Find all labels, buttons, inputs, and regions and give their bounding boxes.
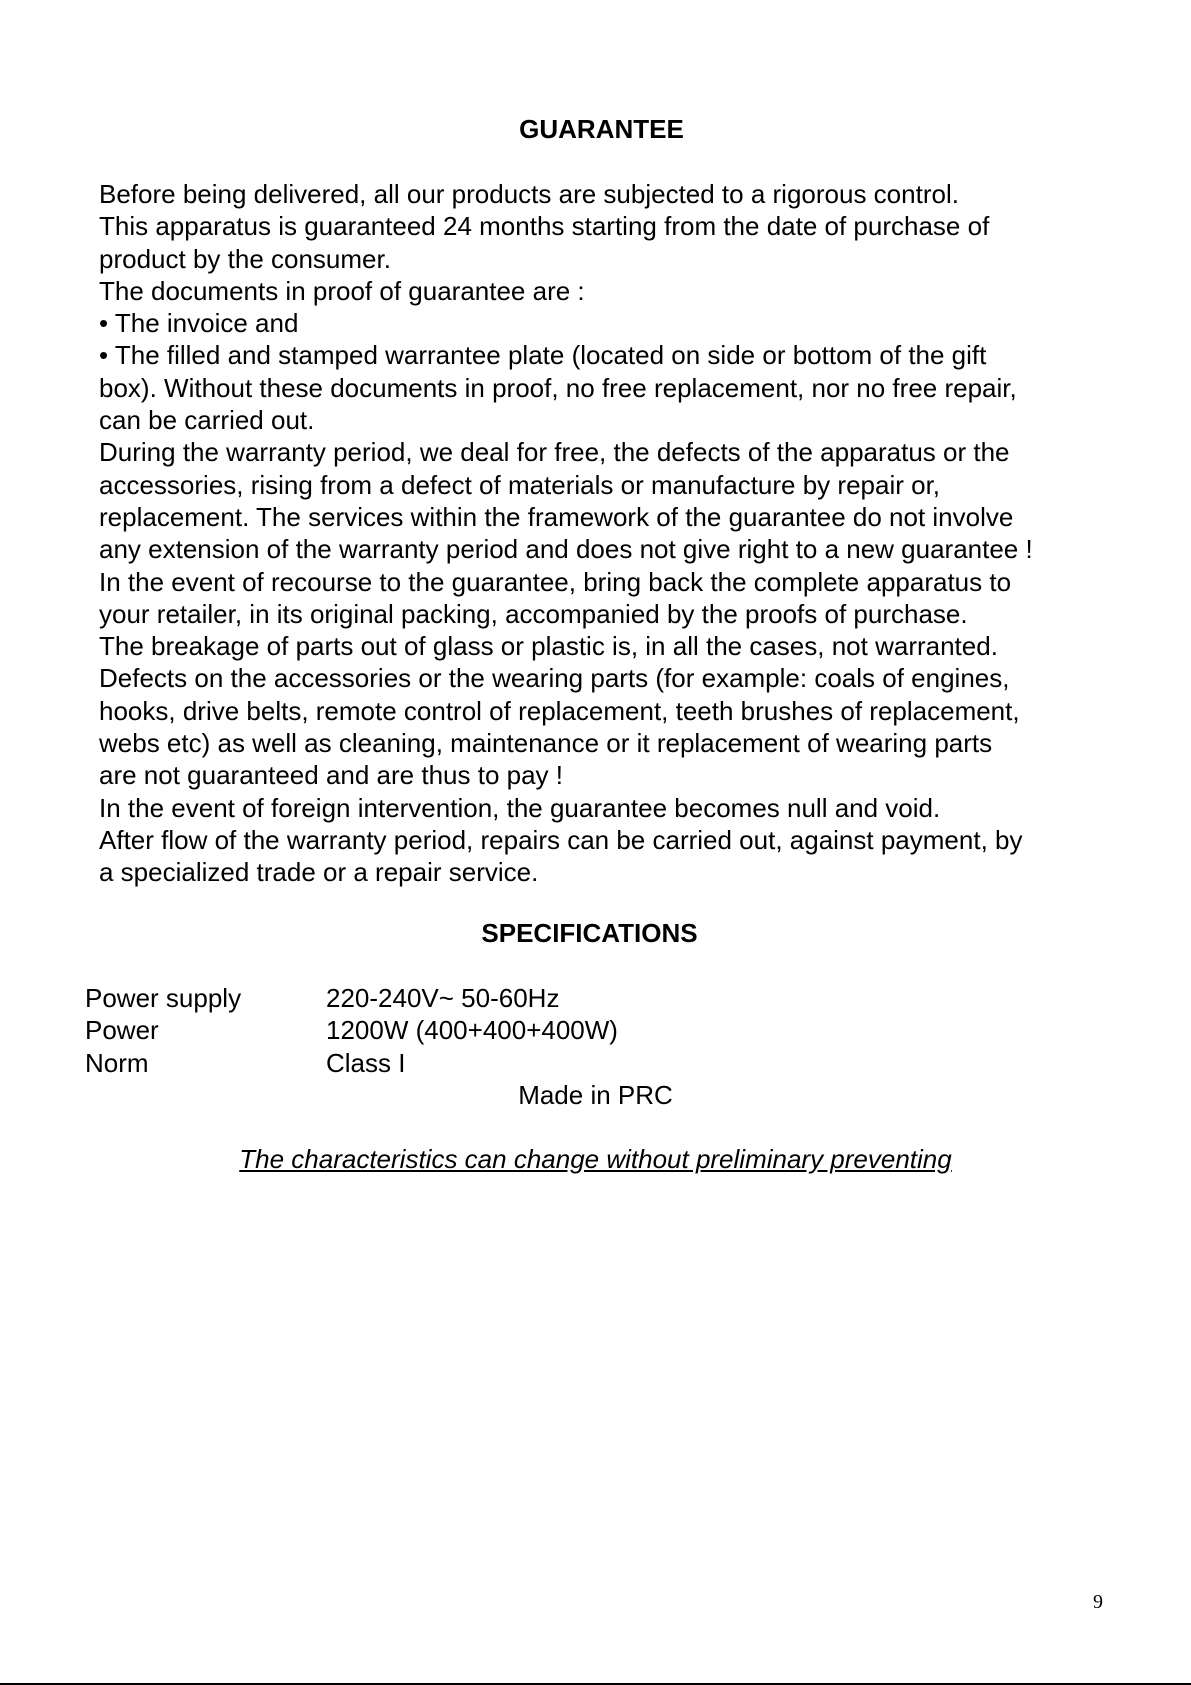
page-number: 9 bbox=[1093, 1591, 1103, 1613]
guarantee-line: • The invoice and bbox=[99, 308, 299, 339]
guarantee-line: accessories, rising from a defect of materials or manufacture by repair or, bbox=[99, 469, 941, 500]
spec-label: Power supply bbox=[85, 983, 242, 1013]
spec-label: Norm bbox=[85, 1047, 149, 1078]
origin-text: Made in PRC bbox=[518, 1080, 673, 1110]
guarantee-line: In the event of recourse to the guarantee, bring back the complete apparatus to bbox=[99, 566, 1012, 597]
guarantee-line: During the warranty period, we deal for free, the defects of the apparatus or the bbox=[99, 437, 1010, 468]
guarantee-line: are not guaranteed and are thus to pay ! bbox=[99, 760, 564, 791]
guarantee-heading: GUARANTEE bbox=[519, 114, 684, 144]
specifications-table bbox=[85, 982, 618, 1079]
guarantee-line: any extension of the warranty period and does not give right to a new guarantee ! bbox=[99, 534, 1033, 565]
spec-row-norm bbox=[85, 1047, 618, 1079]
guarantee-line: box). Without these documents in proof, no free replacement, nor no free repair, bbox=[99, 372, 1017, 403]
guarantee-line: This apparatus is guaranteed 24 months starting from the date of purchase of bbox=[99, 211, 990, 242]
guarantee-line: can be carried out. bbox=[99, 405, 315, 436]
guarantee-line: In the event of foreign intervention, the guarantee becomes null and void. bbox=[99, 792, 941, 823]
guarantee-line: Before being delivered, all our products are subjected to a rigorous control. bbox=[99, 179, 959, 209]
spec-value: 220-240V~ 50-60Hz bbox=[326, 983, 560, 1013]
guarantee-line: your retailer, in its original packing, accompanied by the proofs of purchase. bbox=[99, 598, 968, 629]
guarantee-line: webs etc) as well as cleaning, maintenance or it replacement of wearing parts bbox=[99, 728, 993, 759]
guarantee-line: Defects on the accessories or the wearing parts (for example: coals of engines, bbox=[99, 663, 1010, 694]
guarantee-line: hooks, drive belts, remote control of replacement, teeth brushes of replacement, bbox=[99, 695, 1020, 726]
guarantee-line: After flow of the warranty period, repairs can be carried out, against payment, by bbox=[99, 824, 1023, 855]
disclaimer-note: The characteristics can change without preliminary preventing bbox=[239, 1144, 952, 1174]
guarantee-text bbox=[99, 178, 1119, 889]
guarantee-line: product by the consumer. bbox=[99, 243, 391, 274]
spec-label: Power bbox=[85, 1015, 159, 1046]
spec-value: 1200W (400+400+400W) bbox=[326, 1015, 618, 1046]
specifications-heading: SPECIFICATIONS bbox=[481, 918, 698, 948]
guarantee-line: • The filled and stamped warrantee plate (located on side or bottom of the gift bbox=[99, 340, 987, 371]
guarantee-line: a specialized trade or a repair service. bbox=[99, 857, 539, 888]
guarantee-line: The documents in proof of guarantee are : bbox=[99, 275, 585, 306]
spec-value: Class I bbox=[326, 1047, 406, 1078]
guarantee-line: replacement. The services within the framework of the guarantee do not involve bbox=[99, 501, 1014, 532]
guarantee-line: The breakage of parts out of glass or plastic is, in all the cases, not warranted. bbox=[99, 631, 998, 662]
spec-row-power-supply bbox=[85, 982, 618, 1014]
spec-row-power bbox=[85, 1014, 618, 1046]
